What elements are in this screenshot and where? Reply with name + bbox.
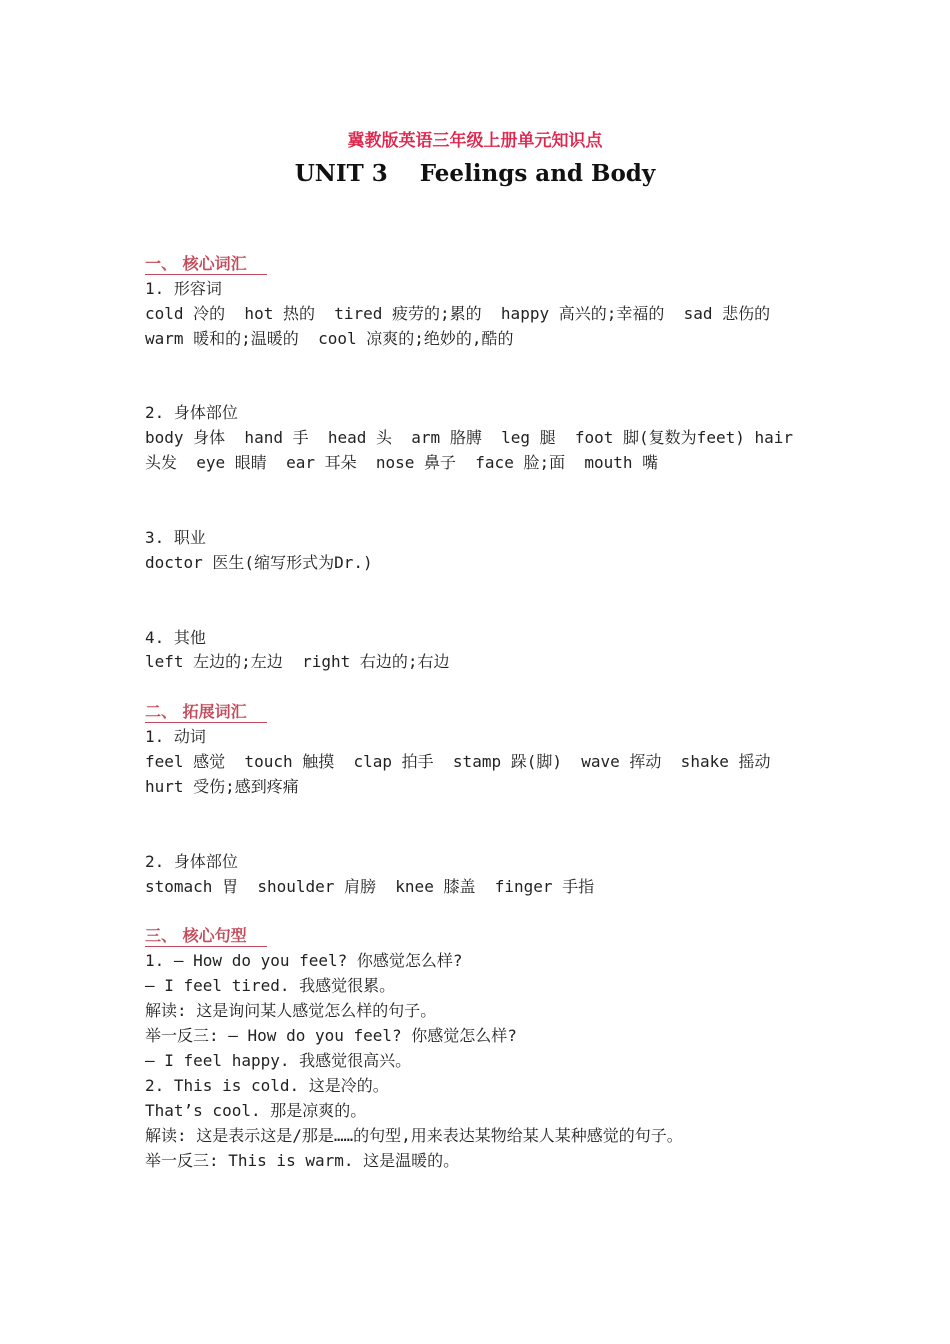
sentence-line: 举一反三: This is warm. 这是温暖的。 (145, 1150, 460, 1170)
subsection-title-body-parts-extended: 2. 身体部位 (145, 851, 238, 871)
section-heading-core-vocabulary: 一、 核心词汇 (145, 254, 267, 275)
sentence-line: 解读: 这是询问某人感觉怎么样的句子。 (145, 1001, 437, 1021)
sentence-line: — I feel tired. 我感觉很累。 (145, 976, 396, 996)
section-heading-extended-vocabulary: 二、 拓展词汇 (145, 702, 267, 723)
sentence-line: That’s cool. 那是凉爽的。 (145, 1100, 367, 1120)
vocab-list-other: left 左边的;左边 right 右边的;右边 (145, 652, 450, 672)
subsection-title-body-parts: 2. 身体部位 (145, 403, 238, 423)
sentence-line: 解读: 这是表示这是/那是……的句型,用来表达某物给某人某种感觉的句子。 (145, 1125, 683, 1145)
subsection-title-occupation: 3. 职业 (145, 527, 206, 547)
subsection-title-other: 4. 其他 (145, 627, 206, 647)
section-heading-core-sentences: 三、 核心句型 (145, 926, 267, 947)
sentence-line: — I feel happy. 我感觉很高兴。 (145, 1050, 412, 1070)
document-body (145, 252, 815, 1173)
vocab-list-adjectives: cold 冷的 hot 热的 tired 疲劳的;累的 happy 高兴的;幸福的 sad 悲伤的 warm 暖和的;温暖的 cool 凉爽的;绝妙的,酷的 (145, 303, 790, 348)
subsection-title-adjectives: 1. 形容词 (145, 278, 222, 298)
sentence-line: 2. This is cold. 这是冷的。 (145, 1075, 389, 1095)
vocab-list-occupation: doctor 医生(缩写形式为Dr.) (145, 552, 373, 572)
sentence-line: 1. — How do you feel? 你感觉怎么样? (145, 951, 463, 971)
subsection-title-verbs: 1. 动词 (145, 727, 206, 747)
sentence-line: 举一反三: — How do you feel? 你感觉怎么样? (145, 1026, 517, 1045)
vocab-list-body-parts: body 身体 hand 手 head 头 arm 胳膊 leg 腿 foot 脚(复数为feet) hair 头发 eye 眼睛 ear 耳朵 nose 鼻子 face 脸;面 mouth 嘴 (145, 428, 803, 473)
vocab-list-verbs: feel 感觉 touch 触摸 clap 拍手 stamp 跺(脚) wave 挥动 shake 摇动 hurt 受伤;感到疼痛 (145, 752, 790, 796)
unit-title: UNIT 3 Feelings and Body (294, 160, 656, 187)
document-title: 冀教版英语三年级上册单元知识点 (347, 131, 603, 151)
vocab-list-body-parts-extended: stomach 胃 shoulder 肩膀 knee 膝盖 finger 手指 (145, 876, 595, 896)
